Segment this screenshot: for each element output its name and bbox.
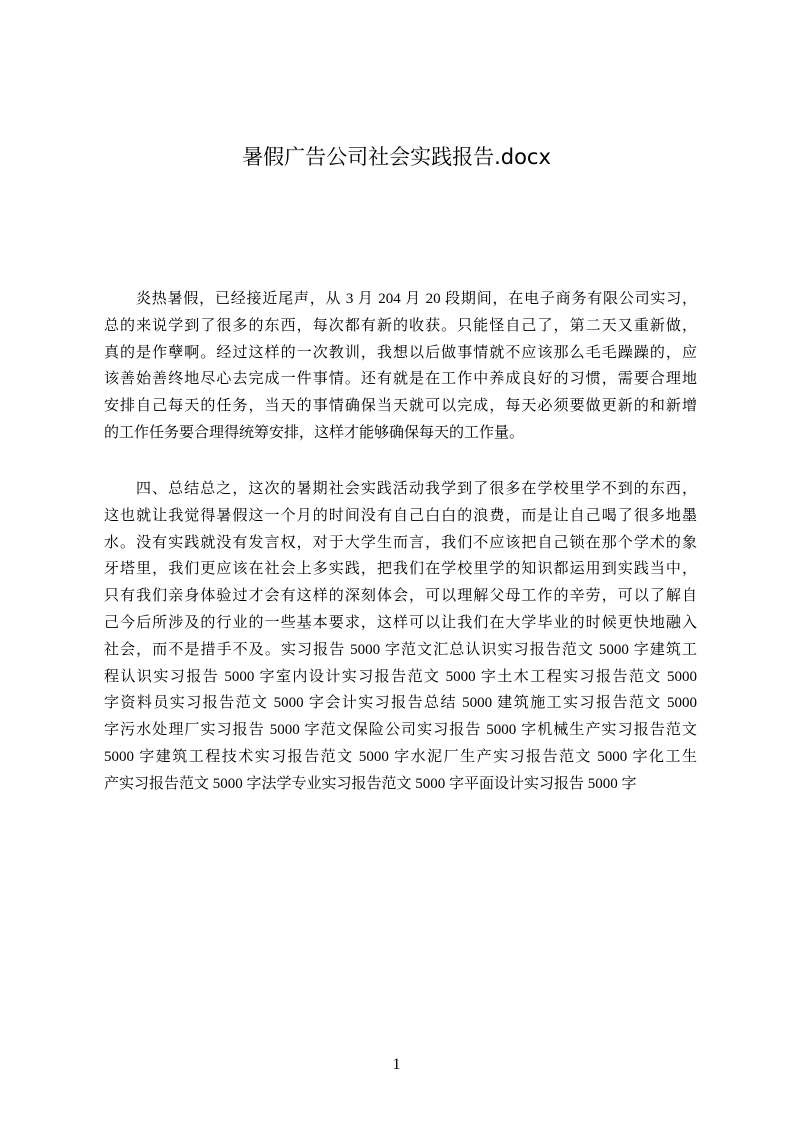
paragraph-line: 字资料员实习报告范文 5000 字会计实习报告总结 5000 建筑施工实习报告范文 5000: [104, 695, 697, 712]
paragraph-line: 这也就让我觉得暑假这一个月的时间没有自己白白的浪费，而是让自己喝了很多地墨: [104, 507, 697, 524]
paragraph-line: 5000 字建筑工程技术实习报告范文 5000 字水泥厂生产实习报告范文 5000 字化工生: [104, 748, 697, 765]
paragraph-line: 程认识实习报告 5000 字室内设计实习报告范文 5000 字土木工程实习报告范文 5000: [104, 668, 697, 685]
paragraph-1: [104, 286, 697, 447]
paragraph-line: 字污水处理厂实习报告 5000 字范文保险公司实习报告 5000 字机械生产实习报告范文: [104, 722, 697, 739]
paragraph-line: 安排自己每天的任务，当天的事情确保当天就可以完成，每天必须要做更新的和新增: [104, 398, 697, 415]
paragraph-line: 总的来说学到了很多的东西，每次都有新的收获。只能怪自己了，第二天又重新做，: [104, 317, 697, 334]
paragraph-line: 产实习报告范文 5000 字法学专业实习报告范文 5000 字平面设计实习报告 5000 字: [104, 775, 637, 792]
paragraph-line: 四、总结总之，这次的暑期社会实践活动我学到了很多在学校里学不到的东西，: [136, 481, 697, 497]
paragraph-line: 水。没有实践就没有发言权，对于大学生而言，我们不应该把自己锁在那个学术的象: [104, 534, 697, 551]
paragraph-2: [104, 476, 697, 798]
paragraph-line: 真的是作孽啊。经过这样的一次教训，我想以后做事情就不应该那么毛毛躁躁的，应: [104, 344, 697, 361]
paragraph-line: 的工作任务要合理得统筹安排，这样才能够确保每天的工作量。: [104, 424, 525, 441]
paragraph-line: 该善始善终地尽心去完成一件事情。还有就是在工作中养成良好的习惯，需要合理地: [104, 371, 697, 388]
paragraph-line: 牙塔里，我们更应该在社会上多实践，把我们在学校里学的知识都运用到实践当中，: [104, 561, 697, 578]
document-title: 暑假广告公司社会实践报告.docx: [242, 145, 551, 169]
paragraph-line: 只有我们亲身体验过才会有这样的深刻体会，可以理解父母工作的辛劳，可以了解自: [104, 588, 697, 605]
paragraph-line: 己今后所涉及的行业的一些基本要求，这样可以让我们在大学毕业的时候更快地融入: [104, 614, 697, 631]
paragraph-line: 炎热暑假，已经接近尾声，从 3 月 204 月 20 段期间，在电子商务有限公司实习，: [136, 291, 697, 307]
paragraph-line: 社会，而不是措手不及。实习报告 5000 字范文汇总认识实习报告范文 5000 字建筑工: [104, 641, 697, 658]
page-number: 1: [392, 1056, 401, 1073]
